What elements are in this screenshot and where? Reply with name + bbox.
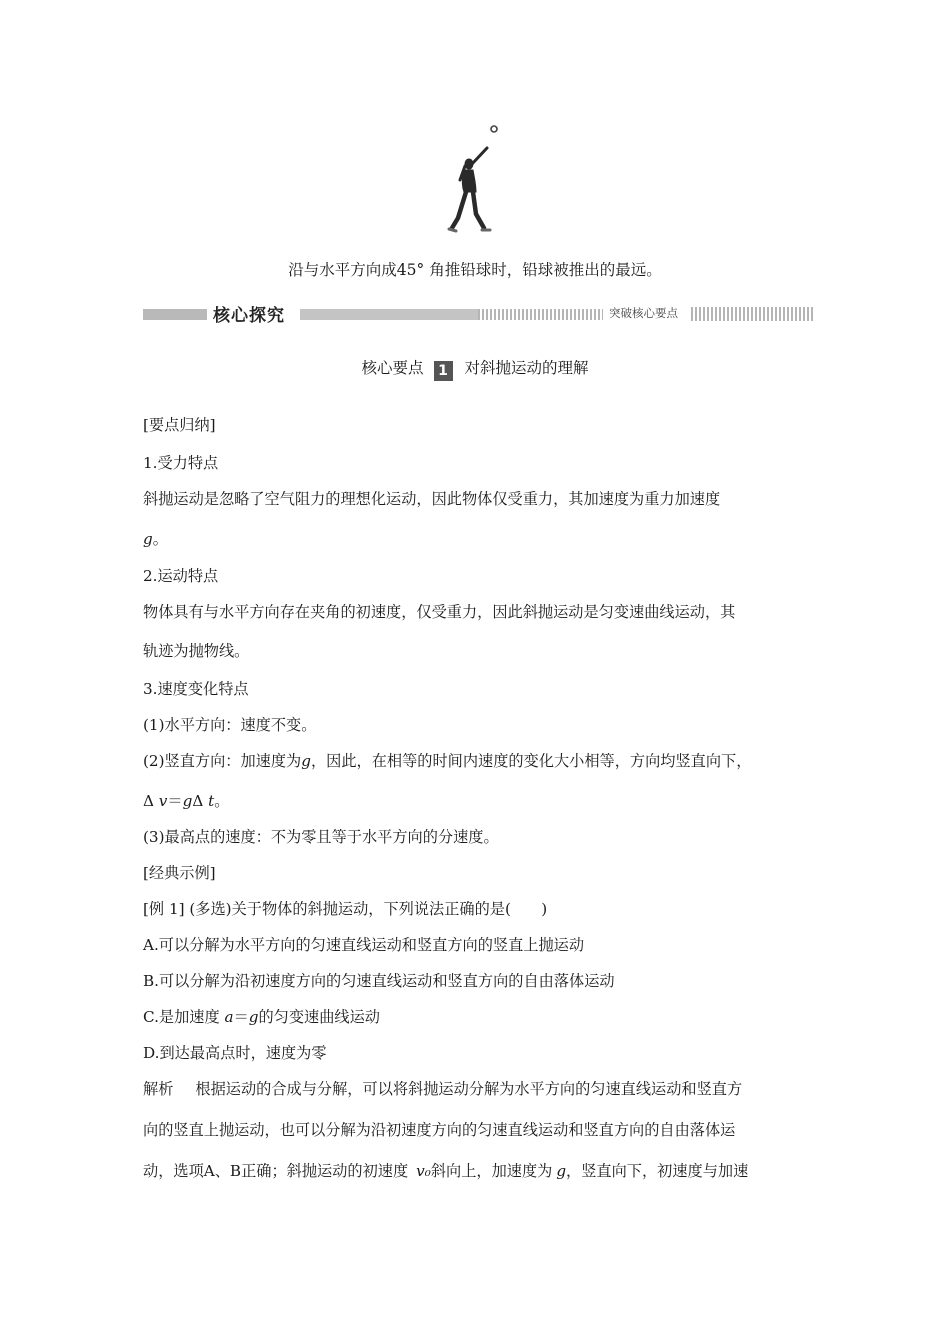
banner-stripes (478, 309, 603, 320)
var-a: a (224, 1008, 234, 1026)
figure-caption: 沿与水平方向成45° 角推铅球时，铅球被推出的最远。 (288, 261, 662, 279)
section-summary-label: [要点归纳] (143, 416, 216, 434)
velocity-change-formula (143, 790, 229, 811)
period: 。 (152, 530, 168, 548)
var-v: v (158, 792, 168, 810)
vertical-text-a: (2)竖直方向：加速度为 (143, 752, 302, 770)
item3-vertical (143, 750, 751, 771)
key-point-prefix: 核心要点 (361, 359, 424, 377)
section-banner (143, 304, 813, 324)
banner-tag: 突破核心要点 (609, 306, 678, 320)
analysis-line2: 向的竖直上抛运动，也可以分解为沿初速度方向的匀速直线运动和竖直方向的自由落体运 (143, 1121, 736, 1139)
banner-bar-middle (300, 309, 478, 320)
delta-symbol: Δ (143, 792, 154, 810)
item1-text-line2 (143, 528, 168, 549)
analysis-text-3a: 动，选项A、B正确；斜抛运动的初速度 (143, 1162, 409, 1180)
analysis-text-3c: ，竖直向下，初速度与加速 (566, 1162, 749, 1180)
shot-put-ball-icon (491, 126, 497, 132)
banner-title: 核心探究 (213, 306, 285, 326)
var-g: g (143, 530, 153, 548)
option-a: A.可以分解为水平方向的匀速直线运动和竖直方向的竖直上抛运动 (143, 936, 585, 954)
analysis-line1 (143, 1078, 742, 1099)
option-c-post: 的匀变速曲线运动 (258, 1008, 380, 1026)
shot-put-thrower-illustration (432, 118, 522, 240)
vertical-text-b: ，因此，在相等的时间内速度的变化大小相等，方向均竖直向下， (310, 752, 752, 770)
option-c-pre: C.是加速度 (143, 1008, 220, 1026)
var-g: g (556, 1162, 567, 1180)
var-v0: v₀ (416, 1162, 431, 1180)
analysis-line3 (143, 1160, 748, 1181)
var-t: t (208, 792, 215, 810)
item3-title: 3.速度变化特点 (143, 680, 249, 698)
analysis-label: 解析 (143, 1080, 174, 1098)
item1-text-line1: 斜抛运动是忽略了空气阻力的理想化运动，因此物体仅受重力，其加速度为重力加速度 (143, 490, 721, 508)
analysis-text-3b: 斜向上，加速度为 (430, 1162, 553, 1180)
var-g: g (301, 752, 311, 770)
delta-symbol: Δ (192, 792, 204, 810)
equals-sign: ＝ (167, 792, 183, 810)
item3-horizontal: (1)水平方向：速度不变。 (143, 716, 317, 734)
option-b: B.可以分解为沿初速度方向的匀速直线运动和竖直方向的自由落体运动 (143, 972, 615, 990)
item2-text-line2: 轨迹为抛物线。 (143, 642, 250, 660)
option-d: D.到达最高点时，速度为零 (143, 1044, 327, 1062)
analysis-text-1: 根据运动的合成与分解，可以将斜抛运动分解为水平方向的匀速直线运动和竖直方 (195, 1080, 743, 1098)
example-stem: [例 1] (多选)关于物体的斜抛运动，下列说法正确的是( ) (143, 900, 548, 918)
key-point-title: 对斜抛运动的理解 (464, 359, 589, 377)
equals-sign: ＝ (233, 1008, 249, 1026)
key-point-heading (0, 356, 950, 381)
var-g: g (182, 792, 193, 810)
item3-highest-point: (3)最高点的速度：不为零且等于水平方向的分速度。 (143, 828, 499, 846)
item1-title: 1.受力特点 (143, 454, 219, 472)
banner-bar-left (143, 309, 207, 320)
period: 。 (214, 792, 230, 810)
var-g: g (248, 1008, 259, 1026)
option-c (143, 1006, 380, 1027)
item2-text-line1: 物体具有与水平方向存在夹角的初速度，仅受重力，因此斜抛运动是匀变速曲线运动，其 (143, 603, 736, 621)
section-example-label: [经典示例] (143, 864, 216, 882)
key-point-number-badge: 1 (434, 361, 453, 381)
item2-title: 2.运动特点 (143, 567, 219, 585)
banner-bar-right (691, 307, 813, 321)
